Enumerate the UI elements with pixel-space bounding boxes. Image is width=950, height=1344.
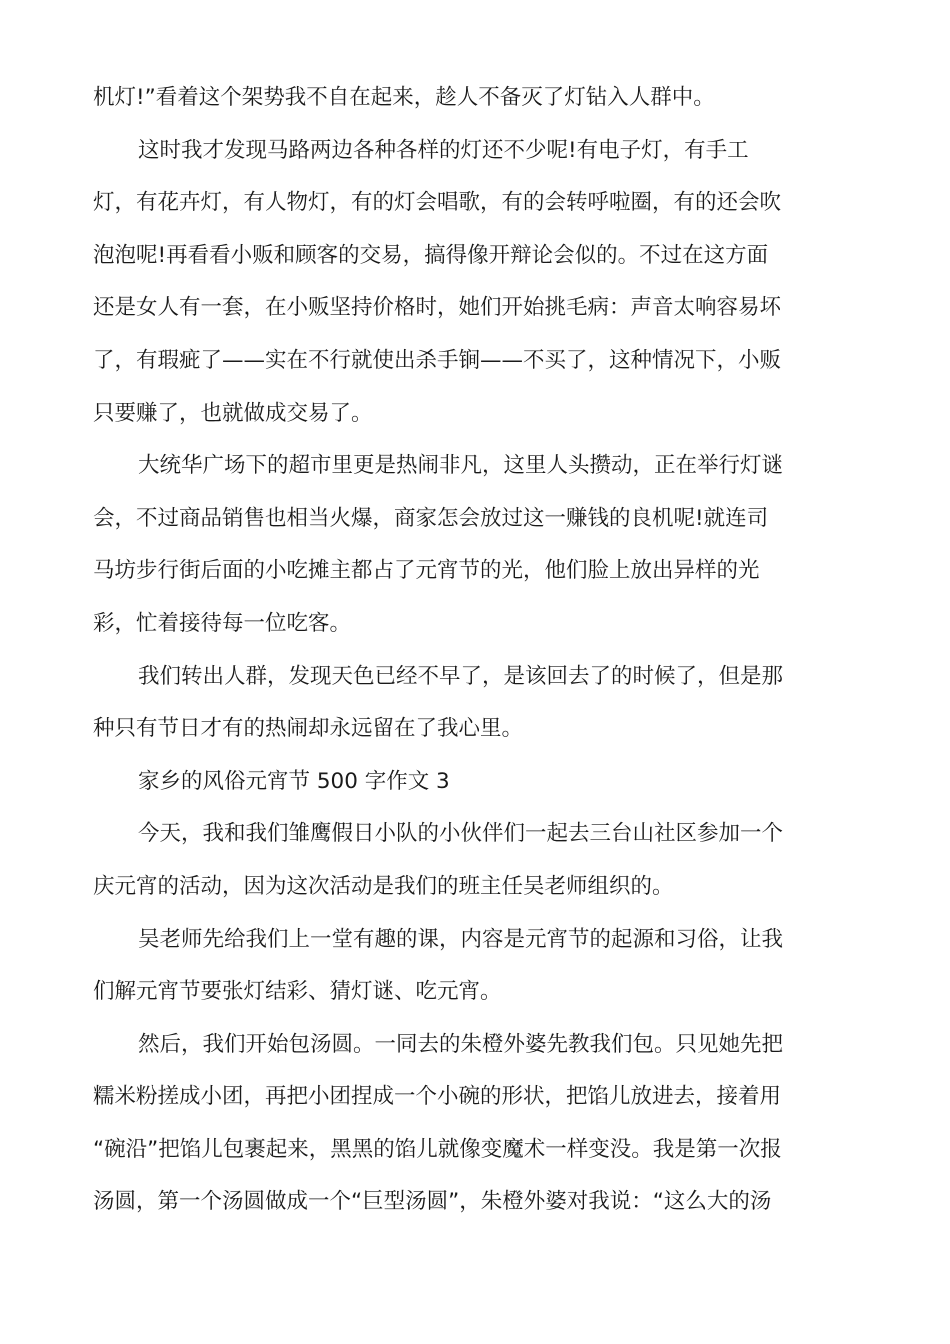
essay-body bbox=[93, 72, 863, 1229]
paragraph-start-line: 这时我才发现马路两边各种各样的灯还不少呢!有电子灯，有手工 bbox=[138, 137, 749, 163]
text-line: 了，有瑕疵了——实在不行就使出杀手锏——不买了，这种情况下，小贩 bbox=[93, 347, 782, 373]
text-line: 汤圆，第一个汤圆做成一个“巨型汤圆”，朱橙外婆对我说：“这么大的汤 bbox=[93, 1189, 772, 1215]
paragraph-start-line: 我们转出人群，发现天色已经不早了，是该回去了的时候了，但是那 bbox=[138, 663, 784, 689]
text-line: 马坊步行街后面的小吃摊主都占了元宵节的光，他们脸上放出异样的光 bbox=[93, 558, 760, 584]
text-line: 泡泡呢!再看看小贩和顾客的交易，搞得像开辩论会似的。不过在这方面 bbox=[93, 242, 769, 268]
paragraph-start-line: 大统华广场下的超市里更是热闹非凡，这里人头攒动，正在举行灯谜 bbox=[138, 453, 784, 479]
text-line: 灯，有花卉灯，有人物灯，有的灯会唱歌，有的会转呼啦圈，有的还会吹 bbox=[93, 190, 782, 216]
text-line: 还是女人有一套，在小贩坚持价格时，她们开始挑毛病：声音太响容易坏 bbox=[93, 295, 782, 321]
text-line: 糯米粉搓成小团，再把小团捏成一个小碗的形状，把馅儿放进去，接着用 bbox=[93, 1084, 782, 1110]
section-heading: 家乡的风俗元宵节 500 字作文 3 bbox=[138, 768, 450, 794]
text-line: 只要赚了，也就做成交易了。 bbox=[93, 400, 373, 426]
text-line: 们解元宵节要张灯结彩、猜灯谜、吃元宵。 bbox=[93, 979, 502, 1005]
paragraph-start-line: 今天，我和我们雏鹰假日小队的小伙伴们一起去三台山社区参加一个 bbox=[138, 821, 784, 847]
text-line: 彩，忙着接待每一位吃客。 bbox=[93, 610, 352, 636]
text-line: 庆元宵的活动，因为这次活动是我们的班主任吴老师组织的。 bbox=[93, 873, 674, 899]
text-line: 会，不过商品销售也相当火爆，商家怎会放过这一赚钱的良机呢!就连司 bbox=[93, 505, 769, 531]
text-line: 机灯!”看着这个架势我不自在起来，趁人不备灭了灯钻入人群中。 bbox=[93, 85, 715, 110]
text-line: “碗沿”把馅儿包裹起来，黑黑的馅儿就像变魔术一样变没。我是第一次报 bbox=[93, 1136, 782, 1162]
paragraph-start-line: 吴老师先给我们上一堂有趣的课，内容是元宵节的起源和习俗，让我 bbox=[138, 926, 784, 952]
text-line: 种只有节日才有的热闹却永远留在了我心里。 bbox=[93, 716, 524, 742]
paragraph-start-line: 然后，我们开始包汤圆。一同去的朱橙外婆先教我们包。只见她先把 bbox=[138, 1031, 784, 1057]
